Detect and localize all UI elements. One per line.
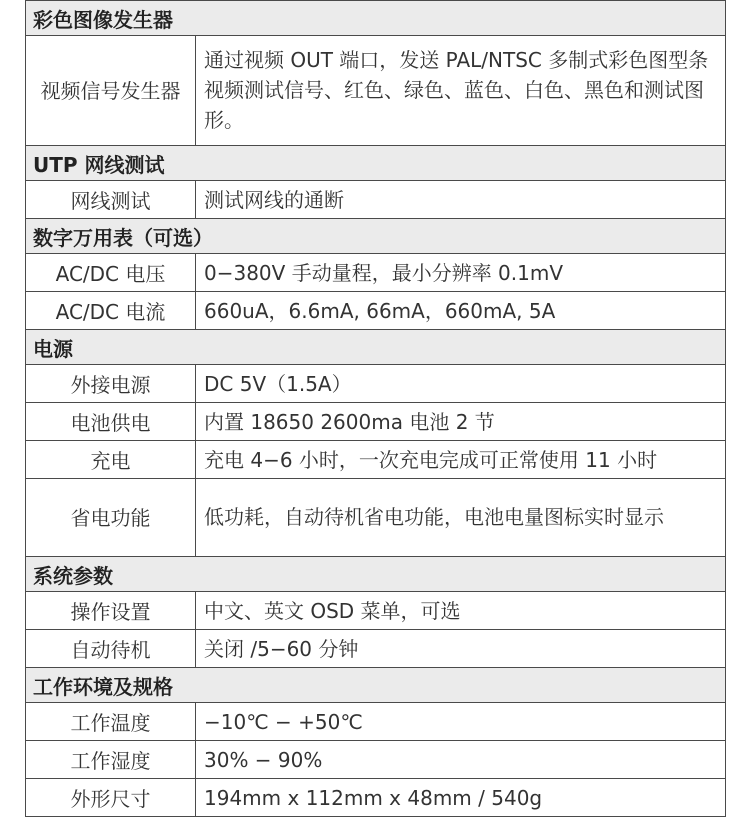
spec-value: 30% − 90% xyxy=(196,741,726,779)
table-row xyxy=(26,779,726,817)
spec-value: 内置 18650 2600ma 电池 2 节 xyxy=(196,403,726,441)
spec-key: 电池供电 xyxy=(26,403,196,441)
section-title-power: 电源 xyxy=(26,330,726,365)
spec-key: 视频信号发生器 xyxy=(26,36,196,146)
spec-key: 自动待机 xyxy=(26,630,196,668)
spec-key: 工作湿度 xyxy=(26,741,196,779)
spec-value: 194mm x 112mm x 48mm / 540g xyxy=(196,779,726,817)
table-row xyxy=(26,741,726,779)
section-title-color-generator: 彩色图像发生器 xyxy=(26,1,726,36)
table-row xyxy=(26,703,726,741)
spec-value: DC 5V（1.5A） xyxy=(196,365,726,403)
spec-value: 660uA，6.6mA, 66mA，660mA, 5A xyxy=(196,292,726,330)
table-row xyxy=(26,630,726,668)
spec-value: 充电 4−6 小时，一次充电完成可正常使用 11 小时 xyxy=(196,441,726,479)
spec-value: 0−380V 手动量程，最小分辨率 0.1mV xyxy=(196,254,726,292)
spec-key: 网线测试 xyxy=(26,181,196,219)
section-header xyxy=(26,219,726,254)
section-header xyxy=(26,668,726,703)
section-title-multimeter: 数字万用表（可选） xyxy=(26,219,726,254)
table-row xyxy=(26,254,726,292)
section-header xyxy=(26,330,726,365)
spec-key: 省电功能 xyxy=(26,479,196,557)
section-header xyxy=(26,146,726,181)
table-row xyxy=(26,36,726,146)
table-row xyxy=(26,365,726,403)
spec-key: AC/DC 电流 xyxy=(26,292,196,330)
spec-key: 充电 xyxy=(26,441,196,479)
section-title-system: 系统参数 xyxy=(26,557,726,592)
spec-key: 操作设置 xyxy=(26,592,196,630)
spec-value: 关闭 /5−60 分钟 xyxy=(196,630,726,668)
table-row xyxy=(26,181,726,219)
spec-value: 低功耗，自动待机省电功能，电池电量图标实时显示 xyxy=(196,479,726,557)
spec-value: −10℃ − +50℃ xyxy=(196,703,726,741)
spec-key: AC/DC 电压 xyxy=(26,254,196,292)
spec-table xyxy=(25,0,726,817)
table-row xyxy=(26,479,726,557)
section-header xyxy=(26,557,726,592)
spec-value: 测试网线的通断 xyxy=(196,181,726,219)
spec-value: 通过视频 OUT 端口，发送 PAL/NTSC 多制式彩色图型条视频测试信号、红色、绿色、蓝色、白色、黑色和测试图形。 xyxy=(196,36,726,146)
spec-key: 外形尺寸 xyxy=(26,779,196,817)
table-row xyxy=(26,403,726,441)
section-title-utp-test: UTP 网线测试 xyxy=(26,146,726,181)
spec-value: 中文、英文 OSD 菜单，可选 xyxy=(196,592,726,630)
section-header xyxy=(26,1,726,36)
table-row xyxy=(26,441,726,479)
table-row xyxy=(26,292,726,330)
section-title-environment: 工作环境及规格 xyxy=(26,668,726,703)
table-row xyxy=(26,592,726,630)
spec-key: 工作温度 xyxy=(26,703,196,741)
spec-key: 外接电源 xyxy=(26,365,196,403)
